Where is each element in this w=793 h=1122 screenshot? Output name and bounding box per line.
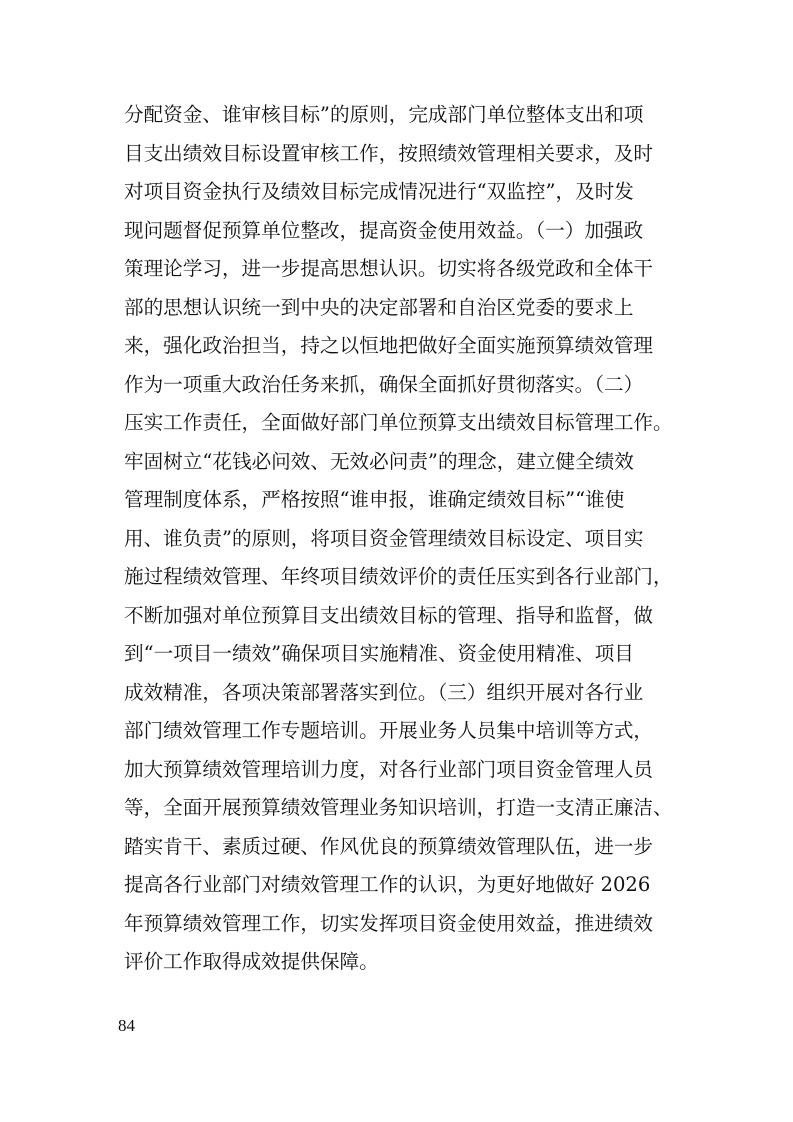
text-line: 目支出绩效目标设置审核工作，按照绩效管理相关要求，及时 <box>124 141 654 165</box>
text-line: 策理论学习，进一步提高思想认识。切实将各级党政和全体干 <box>124 257 654 280</box>
text-line: 部的思想认识统一到中央的决定部署和自治区党委的要求上 <box>124 295 634 319</box>
text-line: 来，强化政治担当，持之以恒地把做好全面实施预算绩效管理 <box>124 334 654 357</box>
body-text <box>124 96 684 982</box>
text-line: 等，全面开展预算绩效管理业务知识培训，打造一支清正廉洁、 <box>124 796 673 819</box>
text-line: 加大预算绩效管理培训力度，对各行业部门项目资金管理人员 <box>124 757 654 781</box>
text-line: 评价工作取得成效提供保障。 <box>124 950 379 973</box>
text-line: 施过程绩效管理、年终项目绩效评价的责任压实到各行业部门， <box>124 565 673 588</box>
text-line: 对项目资金执行及绩效目标完成情况进行“双监控”，及时发 <box>124 180 634 203</box>
text-line: 成效精准，各项决策部署落实到位。（三）组织开展对各行业 <box>124 680 644 704</box>
text-line: 牢固树立“花钱必问效、无效必问责”的理念，建立健全绩效 <box>124 449 634 473</box>
text-line: 提高各行业部门对绩效管理工作的认识，为更好地做好 2026 <box>124 873 651 896</box>
text-line: 用、谁负责”的原则，将项目资金管理绩效目标设定、项目实 <box>124 526 644 550</box>
text-line: 踏实肯干、素质过硬、作风优良的预算绩效管理队伍，进一步 <box>124 834 654 858</box>
text-line: 到“一项目一绩效”确保项目实施精准、资金使用精准、项目 <box>124 642 634 665</box>
text-line: 年预算绩效管理工作，切实发挥项目资金使用效益，推进绩效 <box>124 911 654 935</box>
text-line: 分配资金、谁审核目标”的原则，完成部门单位整体支出和项 <box>124 103 644 126</box>
text-line: 作为一项重大政治任务来抓，确保全面抓好贯彻落实。（二） <box>124 372 644 396</box>
page-number: 84 <box>118 1016 135 1035</box>
text-line: 现问题督促预算单位整改，提高资金使用效益。（一）加强政 <box>124 218 644 242</box>
text-line: 压实工作责任，全面做好部门单位预算支出绩效目标管理工作。 <box>124 411 673 434</box>
text-line: 部门绩效管理工作专题培训。开展业务人员集中培训等方式， <box>124 719 654 742</box>
text-line: 不断加强对单位预算目支出绩效目标的管理、指导和监督，做 <box>124 603 654 627</box>
text-line: 管理制度体系，严格按照“谁申报，谁确定绩效目标”“谁使 <box>124 488 625 511</box>
